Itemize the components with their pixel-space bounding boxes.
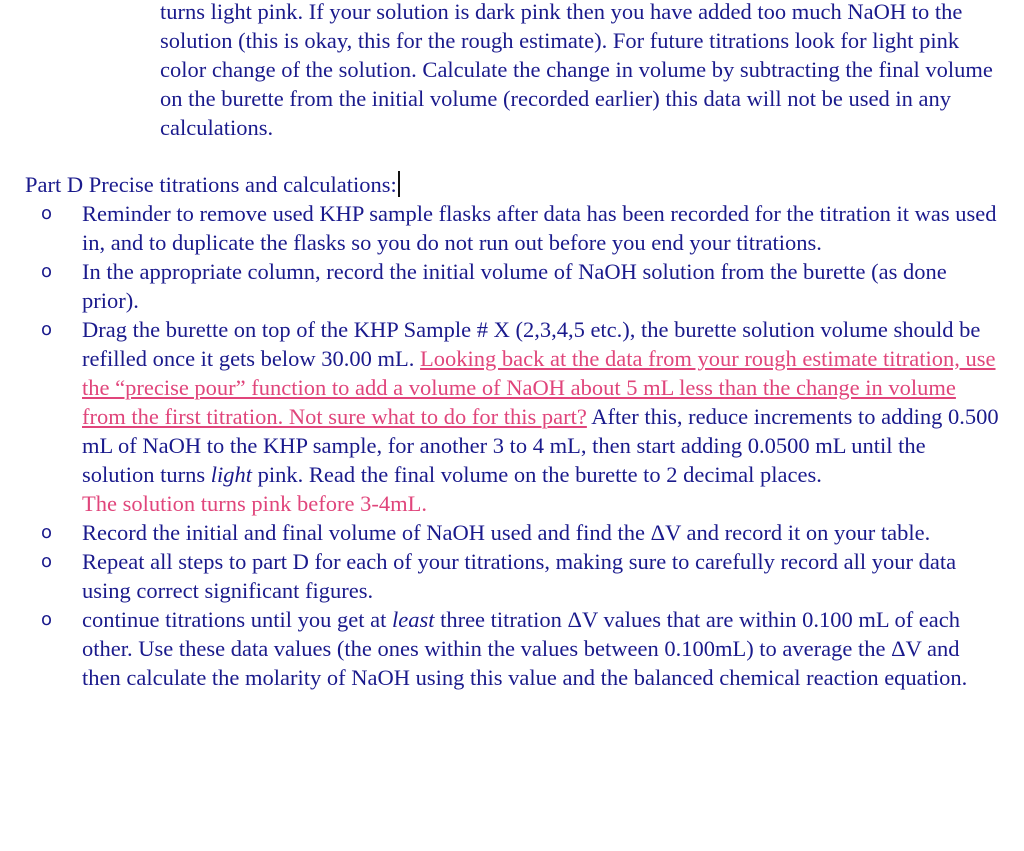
rough-estimate-comment-link[interactable]: Looking back at the data from your rough estimate titration, use the “precise pour” function to add a volume of NaOH about 5 mL less than the change in volume from the first titration. Not sure what to do for this part? (82, 346, 996, 429)
hollow-bullet-icon: o (41, 609, 53, 630)
step-text: Repeat all steps to part D for each of your titrations, making sure to carefully record all your data using correct significant figures. (82, 549, 957, 603)
step-text: Record the initial and final volume of NaOH used and find the ΔV and record it on your table. (82, 520, 931, 545)
step-text: In the appropriate column, record the initial volume of NaOH solution from the burette (as done prior). (82, 259, 947, 313)
part-d-heading-text: Part D Precise titrations and calculations: (25, 172, 397, 197)
list-item (0, 605, 1000, 692)
hollow-bullet-icon: o (41, 522, 53, 543)
part-d-heading (25, 170, 400, 199)
step-text: Drag the burette on top of the KHP Sample # X (2,3,4,5 etc.), the burette solution volume should be refilled once it gets below 30.00 mL. (82, 317, 981, 371)
list-item (0, 315, 1000, 518)
list-item (0, 199, 1000, 257)
list-item (0, 518, 1000, 547)
step-text: three titration ΔV values that are within 0.100 mL of each other. Use these data values (the ones within the values between 0.100mL) to average the ΔV and then calculate the molarity of NaOH using this value and the balanced chemical reaction equation. (82, 607, 968, 690)
step-text: continue titrations until you get at (82, 607, 392, 632)
hollow-bullet-icon: o (41, 551, 53, 572)
list-item (0, 547, 1000, 605)
list-item (0, 257, 1000, 315)
hollow-bullet-icon: o (41, 261, 53, 282)
intro-paragraph: turns light pink. If your solution is dark pink then you have added too much NaOH to the solution (this is okay, this for the rough estimate). For future titrations look for light pink color change of the solution. Calculate the change in volume by subtracting the final volume on the burette from the initial volume (recorded earlier) this data will not be used in any calculations. (160, 0, 993, 140)
emphasis-text: least (391, 607, 435, 632)
text-cursor (398, 171, 401, 197)
part-d-steps-list (0, 199, 1000, 692)
step-text: pink. Read the final volume on the burette to 2 decimal places. (252, 462, 822, 487)
pink-annotation-note: The solution turns pink before 3-4mL. (82, 491, 427, 516)
hollow-bullet-icon: o (41, 203, 53, 224)
step-text: After this, reduce increments to adding 0.500 mL of NaOH to the KHP sample, for another 3 to 4 mL, then start adding 0.0500 mL until the solution turns (82, 404, 999, 487)
emphasis-text: light (210, 462, 253, 487)
step-text: Reminder to remove used KHP sample flasks after data has been recorded for the titration it was used in, and to duplicate the flasks so you do not run out before you end your titrations. (82, 201, 997, 255)
hollow-bullet-icon: o (41, 319, 53, 340)
